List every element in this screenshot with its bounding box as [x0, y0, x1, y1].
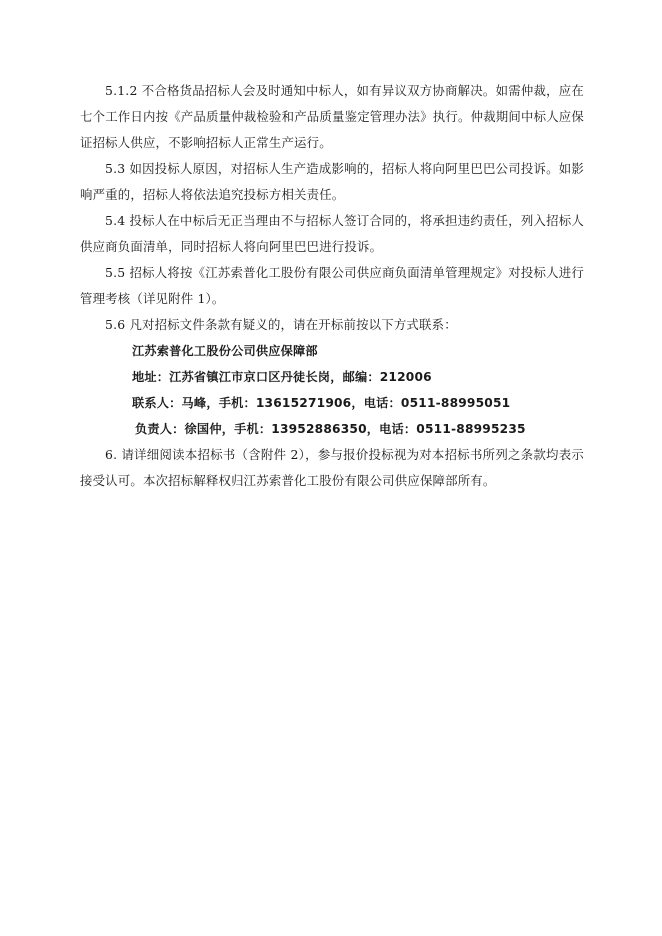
contact-address: 地址：江苏省镇江市京口区丹徒长岗，邮编：212006: [132, 370, 432, 384]
contact-department: 江苏索普化工股份公司供应保障部: [132, 344, 318, 358]
clause-6: 6. 请详细阅读本招标书（含附件 2），参与报价投标视为对本招标书所列之条款均表示接受认可。本次招标解释权归江苏索普化工股份有限公司供应保障部所有。: [80, 447, 584, 488]
clause-5-6: 5.6 凡对招标文件条款有疑义的，请在开标前按以下方式联系：: [105, 317, 457, 332]
clause-5-3: 5.3 如因投标人原因，对招标人生产造成影响的，招标人将向阿里巴巴公司投诉。如影响严重的，招标人将依法追究投标方相关责任。: [80, 161, 584, 202]
document-page: [80, 78, 584, 494]
clause-5-5: 5.5 招标人将按《江苏索普化工股份有限公司供应商负面清单管理规定》对投标人进行管理考核（详见附件 1）。: [80, 265, 584, 306]
contact-person: 联系人：马峰，手机：13615271906，电话：0511-88995051: [132, 396, 511, 410]
clause-5-1-2: 5.1.2 不合格货品招标人会及时通知中标人，如有异议双方协商解决。如需仲裁，应在七个工作日内按《产品质量仲裁检验和产品质量鉴定管理办法》执行。仲裁期间中标人应保证招标人供应，不影响招标人正常生产运行。: [80, 83, 584, 150]
clause-5-4: 5.4 投标人在中标后无正当理由不与招标人签订合同的，将承担违约责任，列入招标人供应商负面清单，同时招标人将向阿里巴巴进行投诉。: [80, 213, 584, 254]
contact-block: [80, 338, 584, 442]
contact-person-in-charge: 负责人：徐国仲，手机：13952886350，电话：0511-88995235: [135, 422, 526, 436]
